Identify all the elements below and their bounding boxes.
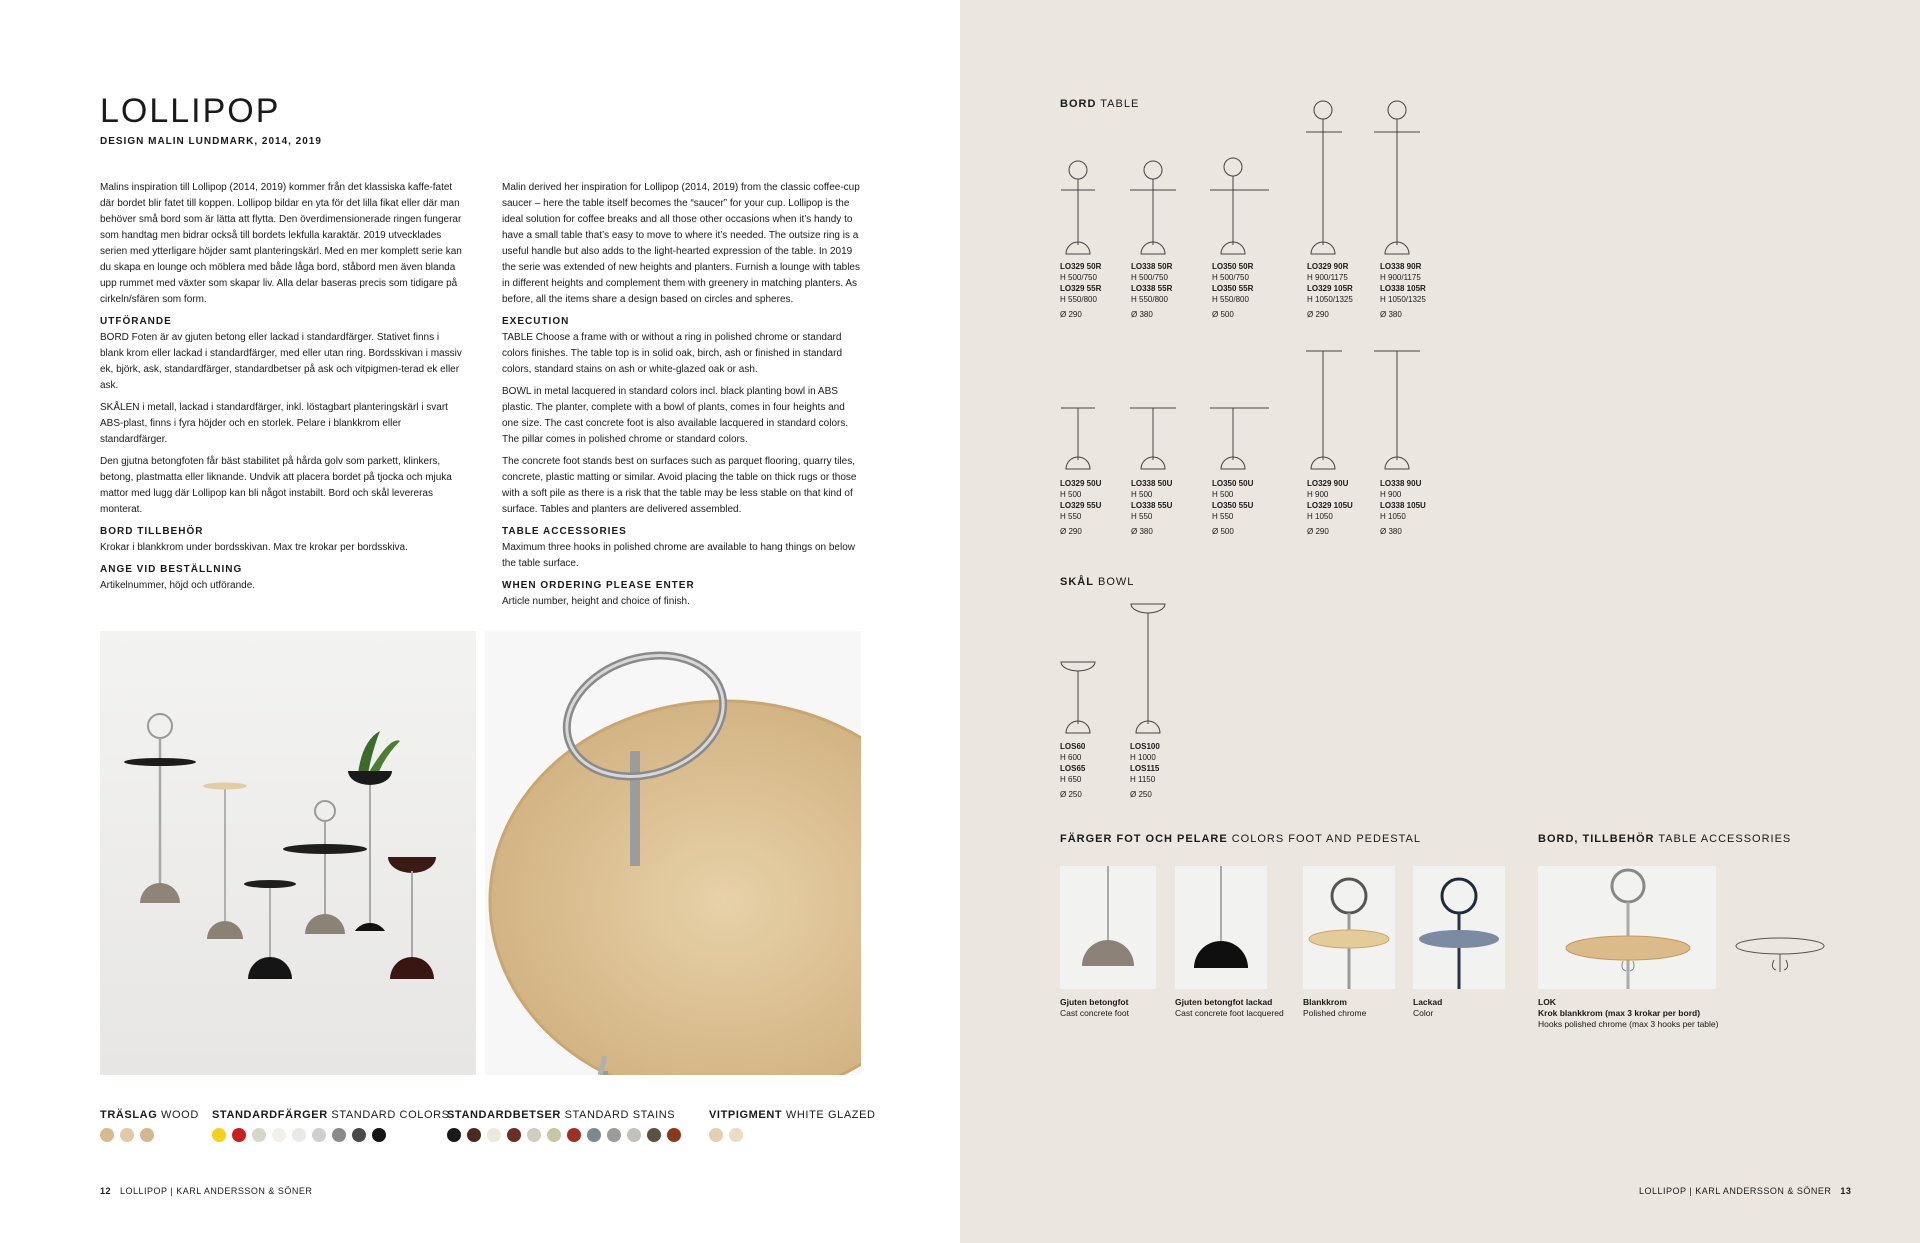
color-swatch — [607, 1128, 621, 1142]
closeup-photo — [485, 631, 861, 1075]
page-number-left: 12 — [100, 1186, 112, 1196]
hook-drawing — [1730, 930, 1830, 990]
color-swatch — [627, 1128, 641, 1142]
color-swatch — [212, 1128, 226, 1142]
label-los100: LOS100 H 1000 LOS115 H 1150 Ø 250 — [1130, 742, 1160, 799]
color-swatch — [272, 1128, 286, 1142]
accessories-text-en: Maximum three hooks in polished chrome are available to hang things on below the table surface. — [502, 542, 855, 569]
label-lo329-ring: LO329 50R H 500/750 LO329 55R H 550/800 Ø 290 — [1060, 262, 1102, 319]
ordering-text-en: Article number, height and choice of finish. — [502, 596, 690, 607]
label-los60: LOS60 H 600 LOS65 H 650 Ø 250 — [1060, 742, 1086, 799]
accessories-text-sv: Krokar i blankkrom under bordsskivan. Max tre krokar per bordsskiva. — [100, 542, 408, 553]
color-swatch — [252, 1128, 266, 1142]
label-lo338-plain: LO338 50U H 500 LO338 55U H 550 Ø 380 — [1131, 479, 1173, 536]
color-swatch — [352, 1128, 366, 1142]
label-lo338-ring-tall: LO338 90R H 900/1175 LO338 105R H 1050/1325 Ø 380 — [1380, 262, 1426, 319]
color-swatch — [120, 1128, 134, 1142]
color-swatch — [232, 1128, 246, 1142]
label-lo329-ring-tall: LO329 90R H 900/1175 LO329 105R H 1050/1325 Ø 290 — [1307, 262, 1353, 319]
technical-drawings — [960, 0, 1920, 820]
swedish-text-column — [100, 180, 462, 600]
caption-hooks: LOK Krok blankkrom (max 3 krokar per bord) Hooks polished chrome (max 3 hooks per table) — [1538, 997, 1719, 1029]
label-lo329-plain: LO329 50U H 500 LO329 55U H 550 Ø 290 — [1060, 479, 1102, 536]
drawing-lo338-ring-tall — [1374, 101, 1420, 254]
ordering-heading-sv: ANGE VID BESTÄLLNING — [100, 564, 243, 575]
caption-lacquered-foot: Gjuten betongfot lackad Cast concrete foot lacquered — [1175, 997, 1284, 1018]
label-lo338-plain-tall: LO338 90U H 900 LO338 105U H 1050 Ø 380 — [1380, 479, 1426, 536]
standard-stains-label: STANDARDBETSER STANDARD STAINS — [447, 1109, 676, 1121]
color-swatch — [372, 1128, 386, 1142]
drawing-lo329-ring-tall — [1306, 101, 1342, 254]
color-swatch — [527, 1128, 541, 1142]
accessories-heading-en: TABLE ACCESSORIES — [502, 526, 627, 537]
execution-heading-en: EXECUTION — [502, 316, 570, 327]
execution-table-sv: BORD Foten är av gjuten betong eller lackad i standardfärger. Stativet finns i blank krom eller lackad i standardfärger, med eller utan ring. Bordsskivan i massiv ek, björk, ask, standardfärger, standardbetser på ask och vitpigmen-terad ek eller ask. — [100, 332, 462, 391]
footer-left — [100, 1186, 312, 1196]
lacquered-foot-photo — [1175, 866, 1267, 989]
accessories-section-title: BORD, TILLBEHÖR TABLE ACCESSORIES — [1538, 833, 1792, 845]
caption-concrete: Gjuten betongfot Cast concrete foot — [1060, 997, 1129, 1018]
color-swatch — [547, 1128, 561, 1142]
white-glazed-label: VITPIGMENT WHITE GLAZED — [709, 1109, 876, 1121]
color-swatch — [140, 1128, 154, 1142]
standard-stains-swatches — [447, 1128, 687, 1142]
label-lo350-ring: LO350 50R H 500/750 LO350 55R H 550/800 Ø 500 — [1212, 262, 1254, 319]
color-swatch — [487, 1128, 501, 1142]
drawing-lo350-plain — [1210, 408, 1269, 469]
color-swatch — [587, 1128, 601, 1142]
ordering-heading-en: WHEN ORDERING PLEASE ENTER — [502, 580, 695, 591]
color-swatch — [447, 1128, 461, 1142]
color-swatch — [467, 1128, 481, 1142]
execution-bowl-en: BOWL in metal lacquered in standard colors incl. black planting bowl in ABS plastic. The planter, complete with a bowl of plants, comes in four heights and one size. The cast concrete foot is also available lacquered in standard colors. The pillar comes in polished chrome or standard colors. — [502, 386, 849, 445]
drawing-lo338-plain-tall — [1374, 351, 1420, 469]
execution-bowl-sv: SKÅLEN i metall, lackad i standardfärger, inkl. löstagbart planteringskärl i svart ABS-plast, finns i fyra höjder och en storlek. Pelare i blankkrom eller standardfärger. — [100, 402, 448, 445]
lacquered-color-photo — [1413, 866, 1505, 989]
white-glazed-swatches — [709, 1128, 759, 1142]
english-text-column — [502, 180, 864, 616]
color-swatch — [567, 1128, 581, 1142]
color-swatch — [647, 1128, 661, 1142]
page-title: LOLLIPOP — [100, 92, 281, 130]
color-swatch — [667, 1128, 681, 1142]
bowl-section-title: SKÅL BOWL — [1060, 576, 1135, 588]
table-section-title: BORD TABLE — [1060, 98, 1140, 110]
color-swatch — [292, 1128, 306, 1142]
page-number-right: 13 — [1840, 1186, 1852, 1196]
label-lo350-plain: LO350 50U H 500 LO350 55U H 550 Ø 500 — [1212, 479, 1254, 536]
standard-colors-label: STANDARDFÄRGER STANDARD COLORS — [212, 1109, 450, 1121]
drawing-lo338-ring — [1130, 161, 1176, 254]
intro-en: Malin derived her inspiration for Lollipop (2014, 2019) from the classic coffee-cup saucer – here the table itself becomes the “saucer” for your cup. Lollipop is the ideal solution for coffee breaks and all those other occasions when it’s handy to have a small table that’s easy to move to where it’s needed. The outsize ring is a useful handle but also adds to the light-hearted expression of the table. In 2019 the serie was extended of new heights and planters. Furnish a lounge with tables in different heights and complement them with greenery in matching planters. As before, all the items share a design based on circles and spheres. — [502, 182, 860, 305]
execution-foot-sv: Den gjutna betongfoten får bäst stabilitet på hårda golv som parkett, klinkers, betong, plastmatta eller liknande. Undvik att placera bordet på tjocka och mjuka mattor med lugg där Lollipop kan bli något instabilt. Bord och skål levereras monterat. — [100, 456, 452, 515]
intro-sv: Malins inspiration till Lollipop (2014, 2019) kommer från det klassiska kaffe-fatet där bordet blir fatet till koppen. Lollipop bildar en yta för det lilla fikat eller där man behöver små bord som är lätta att flytta. Den överdimensionerade ringen fungerar som handtag men bidrar också till bordets lekfulla karaktär. 2019 utvecklades serien med ytterligare höjder samt planteringskärl. Med en mer komplett serie kan du skapa en lounge och möblera med både låga bord, ståbord men även blanda upp rummet med växter som skapar liv. Alla delar baseras precis som tidigare på cirkeln/sfären som form. — [100, 182, 462, 305]
concrete-foot-photo — [1060, 866, 1156, 989]
drawing-lo350-ring — [1210, 158, 1269, 254]
label-lo338-ring: LO338 50R H 500/750 LO338 55R H 550/800 Ø 380 — [1131, 262, 1173, 319]
design-credit: DESIGN MALIN LUNDMARK, 2014, 2019 — [100, 136, 322, 147]
color-swatch — [100, 1128, 114, 1142]
color-swatch — [332, 1128, 346, 1142]
polished-chrome-photo — [1303, 866, 1395, 989]
caption-color: Lackad Color — [1413, 997, 1443, 1018]
drawing-los100 — [1131, 604, 1165, 733]
footer-text-left: LOLLIPOP | KARL ANDERSSON & SÖNER — [120, 1186, 313, 1196]
drawing-lo338-plain — [1130, 408, 1176, 469]
drawing-lo329-plain-tall — [1306, 351, 1342, 469]
footer-text-right: LOLLIPOP | KARL ANDERSSON & SÖNER — [1639, 1186, 1832, 1196]
color-swatch — [709, 1128, 723, 1142]
execution-table-en: TABLE Choose a frame with or without a ring in polished chrome or standard colors finishes. The table top is in solid oak, birch, ash or finished in standard colors, standard stains on ash or white-glazed oak or ash. — [502, 332, 842, 375]
caption-chrome: Blankkrom Polished chrome — [1303, 997, 1367, 1018]
drawing-los60 — [1061, 662, 1095, 733]
color-swatch — [312, 1128, 326, 1142]
colors-section-title: FÄRGER FOT OCH PELARE COLORS FOOT AND PEDESTAL — [1060, 833, 1421, 845]
group-photo — [100, 631, 476, 1075]
execution-foot-en: The concrete foot stands best on surfaces such as parquet flooring, quarry tiles, concrete, plastic matting or similar. Avoid placing the table on thick rugs or those with a soft pile as there is a risk that the table may be less stable on that kind of surface. Tables and planters are delivered assembled. — [502, 456, 857, 515]
wood-swatches — [100, 1128, 160, 1142]
right-page — [960, 0, 1920, 1243]
standard-colors-swatches — [212, 1128, 392, 1142]
ordering-text-sv: Artikelnummer, höjd och utförande. — [100, 580, 256, 591]
accessories-heading-sv: BORD TILLBEHÖR — [100, 526, 204, 537]
wood-label: TRÄSLAG WOOD — [100, 1109, 199, 1121]
drawing-lo329-plain — [1061, 408, 1095, 469]
label-lo329-plain-tall: LO329 90U H 900 LO329 105U H 1050 Ø 290 — [1307, 479, 1353, 536]
execution-heading-sv: UTFÖRANDE — [100, 316, 172, 327]
drawing-lo329-ring — [1061, 161, 1095, 254]
footer-right — [1639, 1186, 1851, 1196]
hook-accessory-photo — [1538, 866, 1716, 989]
color-swatch — [729, 1128, 743, 1142]
color-swatch — [507, 1128, 521, 1142]
